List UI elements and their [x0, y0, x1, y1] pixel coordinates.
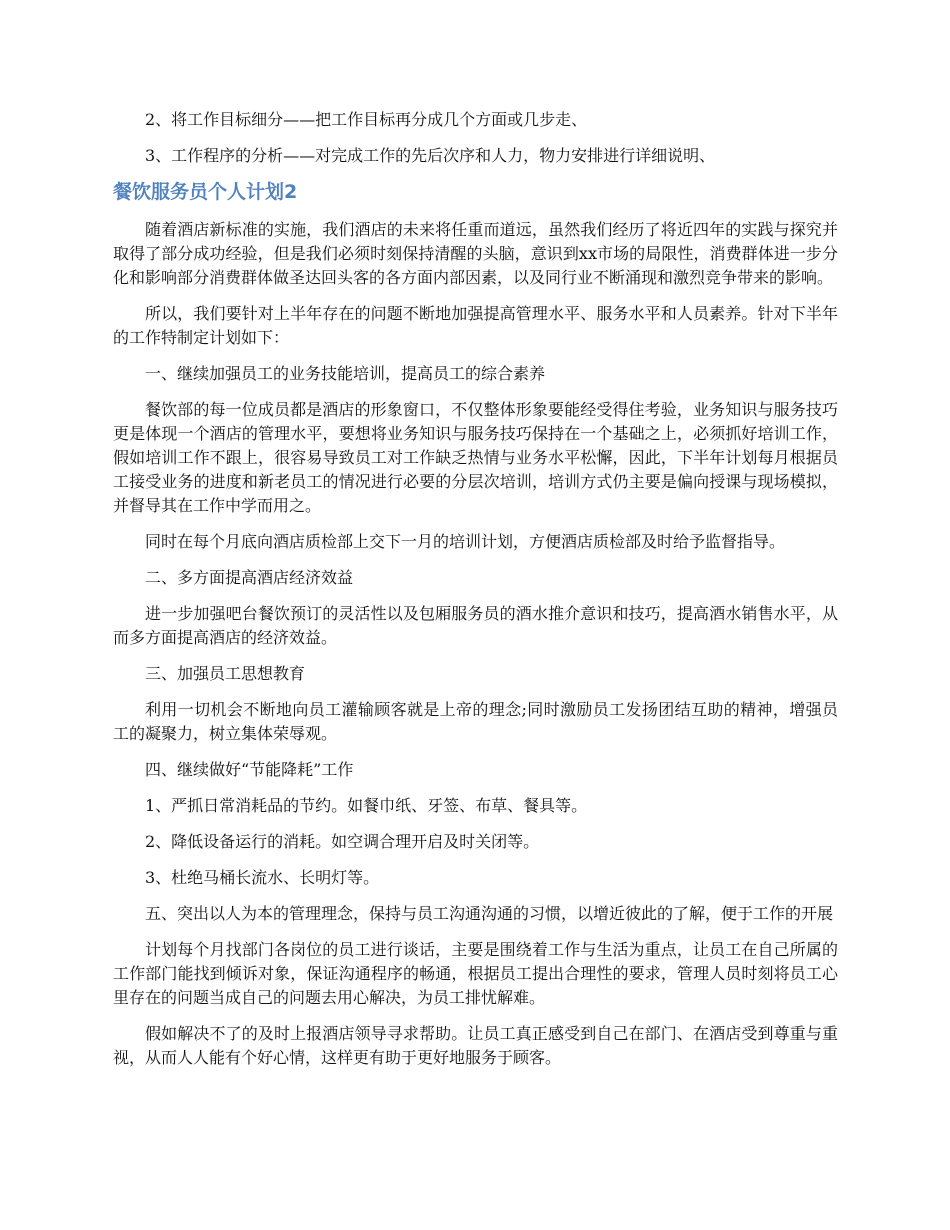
paragraph: 同时在每个月底向酒店质检部上交下一月的培训计划，方便酒店质检部及时给予监督指导。 [145, 532, 786, 551]
list-item: 3、工作程序的分析——对完成工作的先后次序和人力，物力安排进行详细说明、 [145, 146, 716, 165]
paragraph: 所以，我们要针对上半年存在的问题不断地加强提高管理水平、服务水平和人员素养。针对下半年的工作特制定计划如下： [113, 304, 838, 347]
list-item: 1、严抓日常消耗品的节约。如餐巾纸、牙签、布草、餐具等。 [145, 796, 588, 815]
subheading: 五、突出以人为本的管理理念，保持与员工沟通沟通的习惯，以增近彼此的了解，便于工作的开展 [145, 904, 834, 923]
paragraph: 假如解决不了的及时上报酒店领导寻求帮助。让员工真正感受到自己在部门、在酒店受到尊重与重视，从而人人能有个好心情，这样更有助于更好地服务于顾客。 [113, 1024, 838, 1067]
section-title: 餐饮服务员个人计划2 [113, 181, 298, 203]
paragraph: 餐饮部的每一位成员都是酒店的形象窗口，不仅整体形象要能经受得住考验，业务知识与服务技巧更是体现一个酒店的管理水平，要想将业务知识与服务技巧保持在一个基础之上，必须抓好培训工作，假如培训工作不跟上，很容易导致员工对工作缺乏热情与业务水平松懈，因此，下半年计划每月根据员工接受业务的进度和新老员工的情况进行必要的分层次培训，培训方式仍主要是偏向授课与现场模拟，并督导其在工作中学而用之。 [113, 400, 838, 515]
document-body [113, 108, 838, 1082]
paragraph: 进一步加强吧台餐饮预订的灵活性以及包厢服务员的酒水推介意识和技巧，提高酒水销售水平，从而多方面提高酒店的经济效益。 [113, 604, 838, 647]
paragraph: 计划每个月找部门各岗位的员工进行谈话，主要是围绕着工作与生活为重点，让员工在自己所属的工作部门能找到倾诉对象，保证沟通程序的畅通，根据员工提出合理性的要求，管理人员时刻将员工心里存在的问题当成自己的问题去用心解决，为员工排忧解难。 [113, 940, 838, 1007]
list-item: 3、杜绝马桶长流水、长明灯等。 [145, 868, 380, 887]
paragraph: 随着酒店新标准的实施，我们酒店的未来将任重而道远，虽然我们经历了将近四年的实践与探究并取得了部分成功经验，但是我们必须时刻保持清醒的头脑，意识到xx市场的局限性，消费群体进一步分化和影响部分消费群体做圣达回头客的各方面内部因素，以及同行业不断涌现和激烈竞争带来的影响。 [113, 220, 838, 287]
list-item: 2、降低设备运行的消耗。如空调合理开启及时关闭等。 [145, 832, 540, 851]
subheading: 三、加强员工思想教育 [145, 664, 306, 683]
paragraph: 利用一切机会不断地向员工灌输顾客就是上帝的理念;同时激励员工发扬团结互助的精神，增强员工的凝聚力，树立集体荣辱观。 [113, 700, 838, 743]
list-item: 2、将工作目标细分——把工作目标再分成几个方面或几步走、 [145, 110, 588, 129]
subheading: 二、多方面提高酒店经济效益 [145, 568, 354, 587]
subheading: 一、继续加强员工的业务技能培训，提高员工的综合素养 [145, 364, 546, 383]
subheading: 四、继续做好“节能降耗”工作 [145, 760, 354, 779]
